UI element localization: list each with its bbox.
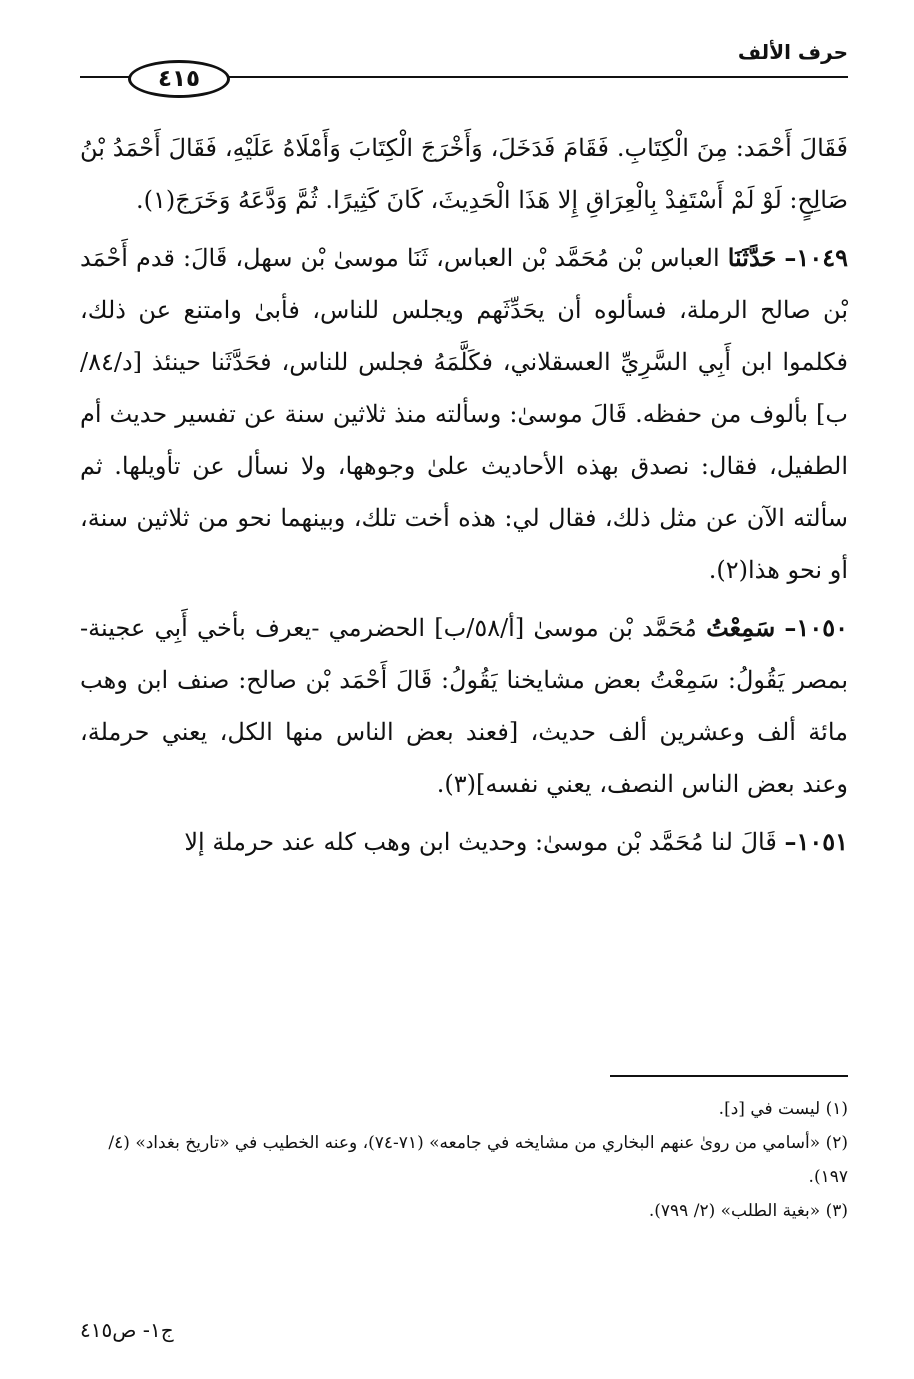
footnotes (80, 1092, 848, 1228)
hadith-number: ١٠٤٩– (784, 243, 848, 272)
paragraph-text: فَقَالَ أَحْمَد: مِنَ الْكِتَابِ. فَقَامَ فَدَخَلَ، وَأَخْرَجَ الْكِتَابَ وَأَمْلَاهُ عَلَيْهِ، فَقَالَ أَحْمَدُ بْنُ صَالِحٍ: لَوْ لَمْ أَسْتَفِدْ بِالْعِرَاقِ إِلا هَذَا الْحَدِيثَ، كَانَ كَثِيرًا. ثُمَّ وَدَّعَهُ وَخَرَجَ(١). (80, 134, 848, 214)
hadith-number: ١٠٥١– (784, 827, 848, 856)
narration-keyword: حَدَّثَنَا (727, 243, 777, 272)
hadith-1049 (80, 232, 848, 596)
paragraph-text: العباس بْن مُحَمَّد بْن العباس، ثَنَا موسىٰ بْن سهل، قَالَ: قدم أَحْمَد بْن صالح الرملة، فسألوه أن يحَدِّثَهم ويجلس للناس، فأبىٰ وامتنع عن ذلك، فكلموا ابن أَبِي السَّرِيِّ العسقلاني، فكَلَّمَهُ فجلس للناس، فحَدَّثَنا حينئذ [د/٨٤/ب] بألوف من حفظه. قَالَ موسىٰ: وسألته منذ ثلاثين سنة عن تفسير حديث أم الطفيل، فقال: نصدق بهذه الأحاديث علىٰ وجوهها، ولا نسأل عن تأويلها. ثم سألته الآن عن مثل ذلك، فقال لي: هذه أخت تلك، وبينهما نحو من ثلاثين سنة، أو نحو هذا(٢). (80, 244, 848, 584)
hadith-1051 (80, 816, 848, 868)
chapter-title: حرف الألف (737, 40, 848, 64)
footnote-2: (٢) «أسامي من روىٰ عنهم البخاري من مشايخه في جامعه» (٧١-٧٤)، وعنه الخطيب في «تاريخ بغداد» (٤/ ١٩٧). (108, 1133, 848, 1187)
paragraph-text: قَالَ لنا مُحَمَّد بْن موسىٰ: وحديث ابن وهب كله عند حرملة إلا (184, 828, 777, 856)
page-reference: ج١- ص٤١٥ (80, 1318, 174, 1342)
paragraph-text: مُحَمَّد بْن موسىٰ [أ/٥٨/ب] الحضرمي -يعرف بأخي أَبِي عجينة- بمصر يَقُولُ: سَمِعْتُ بعض مشايخنا يَقُولُ: قَالَ أَحْمَد بْن صالح: صنف ابن وهب مائة ألف وعشرين ألف حديث، [فعند بعض الناس منها الكل، يعني حرملة، وعند بعض الناس النصف، يعني نفسه](٣). (80, 614, 848, 798)
hadith-1050 (80, 602, 848, 810)
footnote-rule (610, 1075, 848, 1077)
footnote-3: (٣) «بغية الطلب» (٢/ ٧٩٩). (648, 1201, 848, 1221)
page-number-badge: ٤١٥ (128, 60, 230, 98)
footnote-1: (١) ليست في [د]. (718, 1099, 848, 1119)
hadith-number: ١٠٥٠– (784, 613, 848, 642)
narration-keyword: سَمِعْتُ (706, 613, 776, 642)
main-text (80, 122, 848, 868)
paragraph-continuation (80, 122, 848, 226)
